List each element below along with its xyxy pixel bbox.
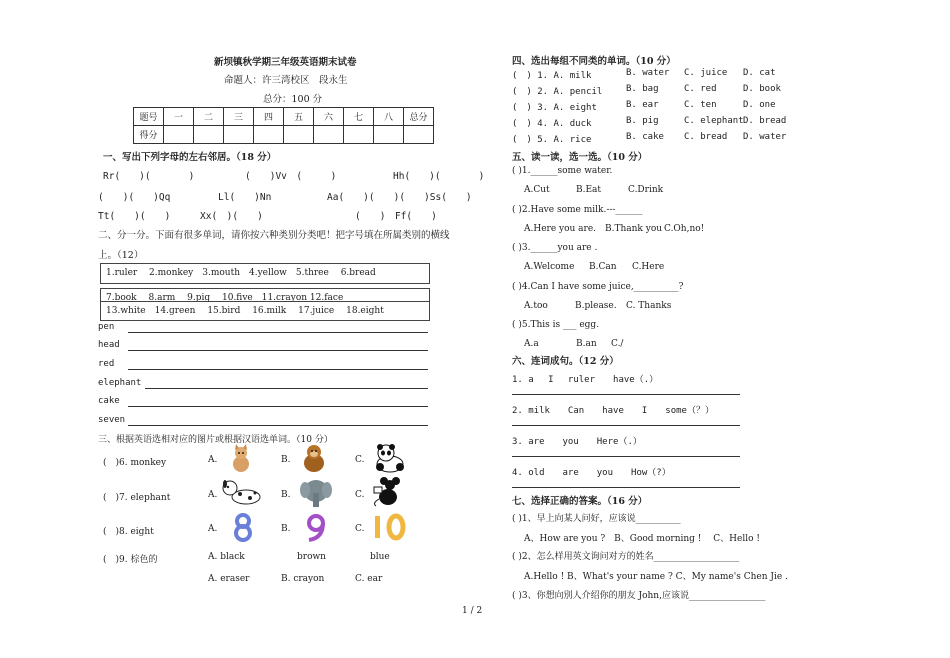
answer-line[interactable] (512, 425, 740, 426)
mouse-picture (370, 477, 408, 507)
s4-row2-option: ( ) 2. A. pencil (512, 87, 603, 97)
section4-title: 四、选出每组不同类的单词。（10 分） (512, 56, 676, 67)
s1-r1-b: ( )Vv ( ) (245, 171, 337, 182)
score-header-cell: 总分 (404, 108, 434, 126)
elephant-picture (300, 478, 332, 508)
category-pen: pen (98, 322, 115, 332)
s1-r3-a: Tt( )( ) (98, 211, 171, 222)
score-header-cell: 四 (254, 108, 284, 126)
q10-opt-a: A. eraser (208, 574, 250, 584)
score-cell[interactable] (344, 126, 374, 144)
q6-opt-c: C. (355, 455, 365, 465)
q6-opt-b: B. (281, 455, 291, 465)
s6-word-order-item: 3. are you Here（.） (512, 437, 642, 447)
score-cell[interactable] (374, 126, 404, 144)
score-header-cell: 三 (224, 108, 254, 126)
s1-r1-a: Rr( )( ) (103, 171, 195, 182)
score-row-label: 得分 (134, 126, 164, 144)
s1-r2-a: ( )( )Qq (98, 192, 171, 203)
q6-opt-a: A. (208, 455, 218, 465)
s7-q1: ( )1、早上向某人问好，应该说__________ (512, 514, 681, 524)
s4-row4-option: ( ) 4. A. duck (512, 119, 592, 129)
word-box-2: 7.book 8.arm 9.pig 10.five 11.crayon 12.face (100, 288, 430, 302)
s4-row2-option: B. bag (626, 84, 659, 94)
section3-title: 三、根据英语选相对应的图片或根据汉语选单词。（10 分） (98, 435, 333, 445)
s5-option: A.too (524, 300, 548, 311)
s5-question: ( )2.Have some milk.---______ (512, 204, 643, 215)
s5-option: C./ (611, 339, 624, 349)
s5-option: C. Thanks (626, 300, 672, 311)
s4-row5-option: B. cake (626, 132, 664, 142)
s1-r3-c: ( ) Ff( ) (355, 211, 437, 222)
s6-word-order-item: 1. a I ruler have（.） (512, 375, 659, 385)
score-header-cell: 一 (164, 108, 194, 126)
q8-opt-a: A. (208, 524, 218, 534)
q9-opt-c: blue (370, 552, 390, 562)
dalmatian-dog-picture (220, 478, 264, 508)
q9-opt-b: brown (297, 552, 326, 562)
score-cell[interactable] (254, 126, 284, 144)
s5-question: ( )4.Can I have some juice,__________? (512, 281, 684, 292)
q7-opt-b: B. (281, 490, 291, 500)
q10-opt-c: C. ear (355, 574, 383, 584)
s6-word-order-item: 2. milk Can have I some（？） (512, 406, 714, 416)
score-header-cell: 六 (314, 108, 344, 126)
section7-title: 七、选择正确的答案。（16 分） (512, 496, 648, 507)
q8: ( )8. eight (103, 527, 154, 537)
q8-opt-b: B. (281, 524, 291, 534)
s7-q2: ( )2、怎么样用英文询问对方的姓名___________________ (512, 552, 740, 562)
s1-r2-b: Ll( )Nn (218, 192, 272, 203)
score-header-cell: 七 (344, 108, 374, 126)
s5-option: B.Can (589, 262, 617, 272)
q9: ( )9. 棕色的 (103, 555, 158, 565)
s1-r3-b: Xx( )( ) (200, 211, 263, 222)
s5-option: B.Thank you (605, 223, 663, 234)
category-cake: cake (98, 396, 120, 406)
section2-title-cont: 上。（12） (98, 250, 144, 261)
answer-line[interactable] (128, 350, 428, 351)
score-header-cell: 五 (284, 108, 314, 126)
score-header-cell: 八 (374, 108, 404, 126)
s4-row4-option: D. bread (743, 116, 787, 126)
q8-opt-c: C. (355, 524, 365, 534)
s6-word-order-item: 4. old are you How（?） (512, 468, 671, 478)
s4-row3-option: B. ear (626, 100, 659, 110)
score-header-cell: 题号 (134, 108, 164, 126)
q7: ( )7. elephant (103, 493, 171, 503)
s5-option: A.Here you are. (524, 223, 597, 234)
s4-row1-option: D. cat (743, 68, 776, 78)
page-number: 1 / 2 (462, 606, 483, 616)
s7-q3: ( )3、你想向別人介绍你的朋友 John,应该说_________________ (512, 591, 766, 601)
number-nine-picture (301, 512, 331, 542)
s4-row5-option: C. bread (684, 132, 728, 142)
s4-row5-option: ( ) 5. A. rice (512, 135, 592, 145)
monkey-picture (299, 443, 329, 473)
answer-line[interactable] (128, 332, 428, 333)
score-cell[interactable] (314, 126, 344, 144)
s5-option: C.Drink (628, 185, 664, 195)
section1-title: 一、写出下列字母的左右邻居。（18 分） (103, 152, 277, 163)
category-elephant: elephant (98, 378, 142, 388)
score-cell[interactable] (224, 126, 254, 144)
section2-title: 二、分一分。下面有很多单词，请你按六种类别分类吧！把字号填在所属类别的横线 (98, 230, 450, 241)
s5-question: ( )3.______you are . (512, 243, 598, 253)
section6-title: 六、连词成句。（12 分） (512, 356, 619, 367)
score-cell[interactable] (284, 126, 314, 144)
s7-q2-options: A.Hello ! B、What's your name ? C、My name's Chen Jie . (524, 572, 788, 582)
exam-title: 新坝镇秋学期三年级英语期末试卷 (214, 57, 357, 68)
category-seven: seven (98, 415, 126, 425)
section5-title: 五、读一读，选一选。（10 分） (512, 152, 648, 163)
author-line: 命题人：许三湾校区 段永生 (224, 75, 348, 86)
s5-option: C.Here (632, 262, 665, 272)
answer-line[interactable] (512, 487, 740, 488)
s4-row1-option: C. juice (684, 68, 728, 78)
s4-row4-option: B. pig (626, 116, 659, 126)
q7-opt-a: A. (208, 490, 218, 500)
s5-option: B.an (576, 339, 597, 349)
s4-row1-option: ( ) 1. A. milk (512, 71, 592, 81)
s5-option: B.please. (575, 300, 617, 311)
score-header-cell: 二 (194, 108, 224, 126)
s5-option: B.Eat (576, 185, 602, 195)
q10-opt-b: B. crayon (281, 574, 325, 584)
answer-line[interactable] (512, 456, 740, 457)
panda-picture (372, 443, 408, 473)
q9-opt-a: A. black (208, 552, 245, 562)
score-cell[interactable] (164, 126, 194, 144)
answer-line[interactable] (512, 394, 740, 395)
score-cell[interactable] (194, 126, 224, 144)
category-red: red (98, 359, 115, 369)
s5-question: ( )1.______some water. (512, 166, 613, 176)
word-box-3: 13.white 14.green 15.bird 16.milk 17.juice 18.eight (100, 301, 430, 321)
score-table (133, 107, 434, 144)
answer-line[interactable] (145, 388, 428, 389)
number-eight-picture (228, 512, 258, 542)
s5-option: C.Oh,no! (664, 223, 705, 234)
s4-row2-option: D. book (743, 84, 781, 94)
category-head: head (98, 340, 120, 350)
s4-row1-option: B. water (626, 68, 670, 78)
total-score: 总分：100 分 (263, 94, 323, 105)
answer-line[interactable] (128, 369, 428, 370)
word-box-1: 1.ruler 2.monkey 3.mouth 4.yellow 5.three 6.bread (100, 263, 430, 284)
s4-row2-option: C. red (684, 84, 717, 94)
s5-question: ( )5.This is ___ egg. (512, 320, 600, 330)
cat-picture (226, 444, 256, 474)
s1-r2-c: Aa( )( )( )Ss( ) (327, 192, 472, 203)
s7-q1-options: A、How are you ? B、Good morning ! C、Hello ! (524, 534, 760, 544)
s5-option: A.Cut (524, 185, 550, 195)
s4-row3-option: D. one (743, 100, 776, 110)
s5-option: A.Welcome (524, 262, 575, 272)
number-ten-picture (372, 512, 408, 542)
s4-row3-option: ( ) 3. A. eight (512, 103, 597, 113)
s1-r1-c: Hh( )( ) (393, 171, 485, 182)
s4-row3-option: C. ten (684, 100, 717, 110)
s4-row4-option: C. elephant (684, 116, 744, 126)
q7-opt-c: C. (355, 490, 365, 500)
q6: ( )6. monkey (103, 458, 167, 468)
answer-line[interactable] (128, 425, 428, 426)
s4-row5-option: D. water (743, 132, 787, 142)
score-cell[interactable] (404, 126, 434, 144)
s5-option: A.a (524, 339, 539, 349)
answer-line[interactable] (128, 406, 428, 407)
